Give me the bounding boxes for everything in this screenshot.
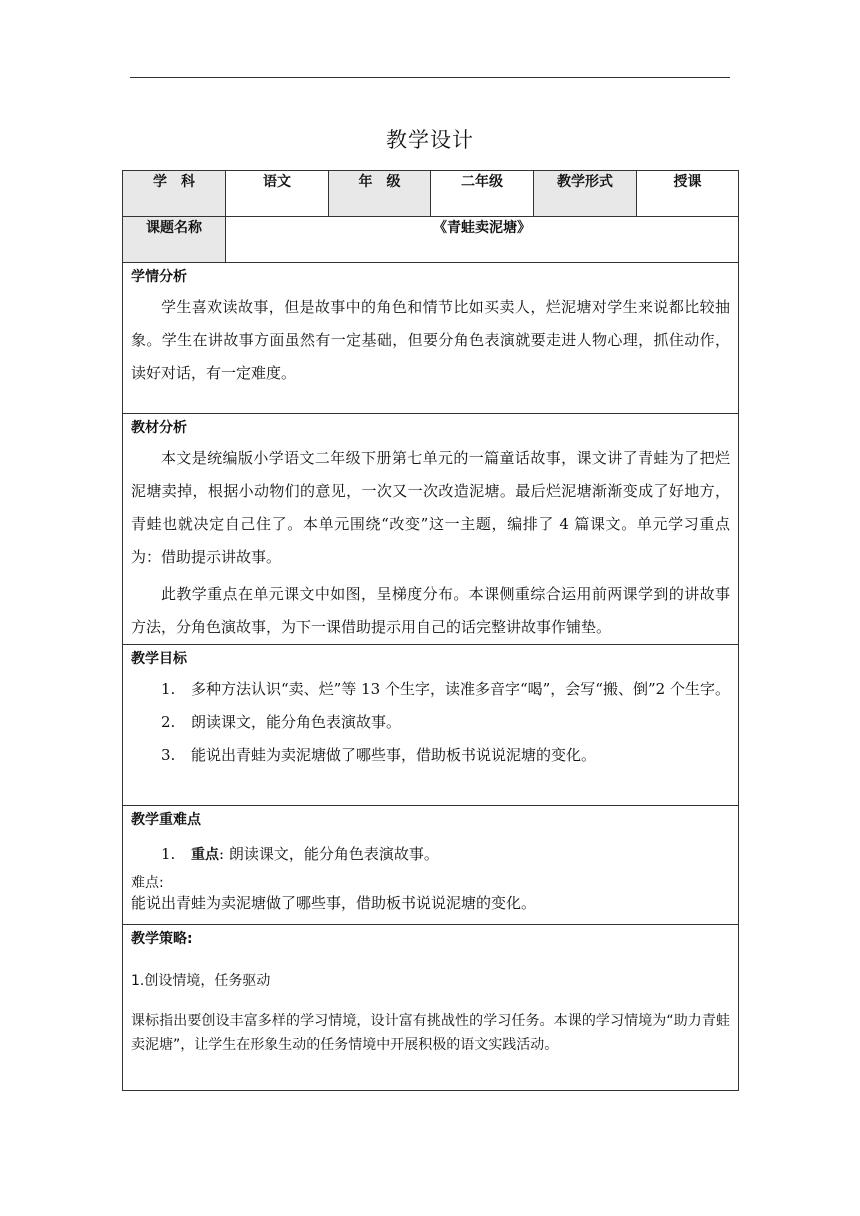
form-label: 教学形式	[534, 171, 637, 217]
strategy-text: 课标指出要创设丰富多样的学习情境，设计富有挑战性的学习任务。本课的学习情境为“助力青蛙卖泥塘”，让学生在形象生动的任务情境中开展积极的语文实践活动。	[131, 1013, 730, 1053]
objective-item: 3. 能说出青蛙为卖泥塘做了哪些事，借助板书说说泥塘的变化。	[161, 746, 597, 764]
learner-analysis-text: 学生喜欢读故事，但是故事中的角色和情节比如买卖人，烂泥塘对学生来说都比较抽象。学生在讲故事方面虽然有一定基础，但要分角色表演就要走进人物心理，抓住动作，读好对话，有一定难度。	[131, 298, 730, 382]
material-analysis-para2: 此教学重点在单元课文中如图，呈梯度分布。本课侧重综合运用前两课学到的讲故事方法，分角色演故事，为下一课借助提示用自己的话完整讲故事作铺垫。	[131, 585, 730, 636]
subject-label: 学 科	[123, 171, 226, 217]
header-rule	[130, 77, 730, 78]
topic-row	[123, 217, 739, 263]
subject-value: 语文	[226, 171, 329, 217]
header-row	[123, 171, 739, 217]
difficulty-label: 难点:	[131, 875, 164, 891]
key-point-label: 重点	[191, 847, 219, 863]
material-analysis-row	[123, 414, 739, 645]
learner-analysis-heading: 学情分析	[131, 269, 187, 285]
objective-item: 1. 多种方法认识“卖、烂”等 13 个生字，读准多音字“喝”，会写“搬、倒”2 个生字。	[161, 680, 730, 698]
key-point-text: : 朗读课文，能分角色表演故事。	[219, 845, 439, 863]
objectives-row	[123, 645, 739, 806]
topic-label: 课题名称	[123, 217, 226, 263]
grade-label: 年 级	[329, 171, 431, 217]
objective-item: 2. 朗读课文，能分角色表演故事。	[161, 713, 402, 731]
strategy-heading: 教学策略:	[131, 931, 193, 947]
objectives-heading: 教学目标	[131, 651, 187, 667]
strategy-subheading: 1.创设情境，任务驱动	[131, 973, 271, 989]
key-points-row	[123, 806, 739, 925]
document-title: 教学设计	[386, 128, 474, 152]
grade-value: 二年级	[431, 171, 534, 217]
form-value: 授课	[637, 171, 739, 217]
key-point-item: 1. 重点: 朗读课文，能分角色表演故事。	[161, 845, 439, 863]
material-analysis-para1: 本文是统编版小学语文二年级下册第七单元的一篇童话故事，课文讲了青蛙为了把烂泥塘卖掉，根据小动物们的意见，一次又一次改造泥塘。最后烂泥塘渐渐变成了好地方，青蛙也就决定自己住了。本单元围绕“改变”这一主题，编排了 4 篇课文。单元学习重点为：借助提示讲故事。	[131, 449, 730, 566]
material-analysis-heading: 教材分析	[131, 420, 187, 436]
topic-value: 《青蛙卖泥塘》	[226, 217, 739, 263]
learner-analysis-row	[123, 263, 739, 414]
key-points-heading: 教学重难点	[131, 812, 201, 828]
lesson-plan-table	[122, 170, 739, 1091]
strategy-row	[123, 925, 739, 1091]
difficulty-text: 能说出青蛙为卖泥塘做了哪些事，借助板书说说泥塘的变化。	[131, 894, 537, 912]
